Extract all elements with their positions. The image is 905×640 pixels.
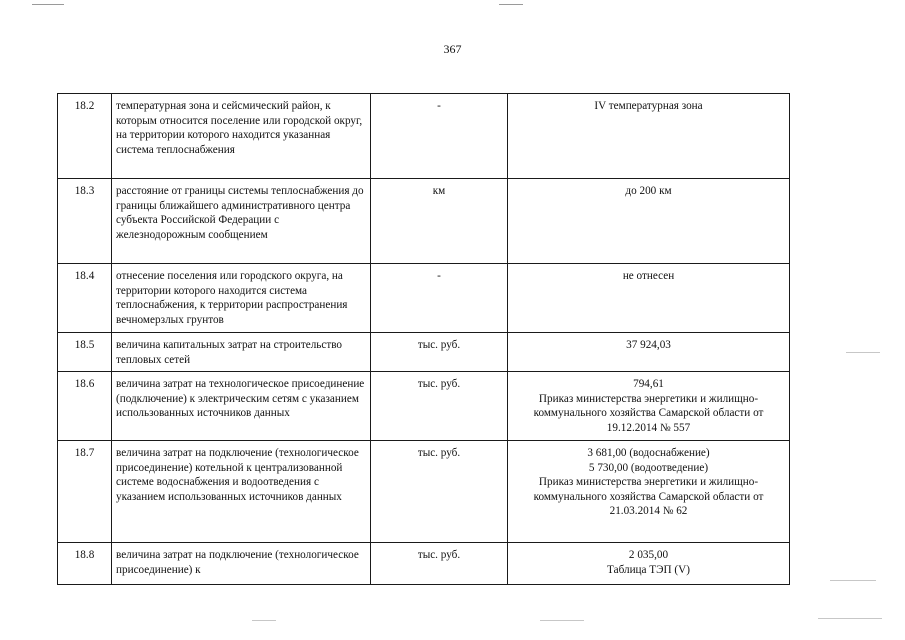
row-value-line: 794,61 [633,378,664,390]
table-row [58,333,790,372]
page-number: 367 [443,42,462,56]
table-row [58,179,790,264]
scan-noise-mark [846,352,880,353]
row-parameter: величина затрат на подключение (технологическое присоединение) котельной к централизованной системе водоснабжения и водоотведения с указанием использованных источников данных [112,441,371,543]
scan-noise-mark [252,620,276,621]
scan-edge-line-center [499,4,523,5]
row-unit: тыс. руб. [371,372,508,441]
row-value-line: Приказ министерства энергетики и жилищно-коммунального хозяйства Самарской области от 19.12.2014 № 557 [533,392,764,434]
row-number: 18.6 [58,372,112,441]
scan-noise-mark [830,580,876,581]
row-value [508,543,790,585]
row-number: 18.8 [58,543,112,585]
table-row [58,543,790,585]
row-value [508,179,790,264]
row-parameter: температурная зона и сейсмический район, к которым относится поселение или городской округ, на территории которого находится указанная система теплоснабжения [112,94,371,179]
scan-noise-mark [818,618,882,619]
row-number: 18.4 [58,264,112,333]
row-parameter: расстояние от границы системы теплоснабжения до границы ближайшего административного центра субъекта Российской Федерации с железнодорожным сообщением [112,179,371,264]
row-number: 18.2 [58,94,112,179]
row-number: 18.5 [58,333,112,372]
row-value [508,441,790,543]
table-row [58,372,790,441]
row-value-line: до 200 км [625,185,672,197]
row-unit: тыс. руб. [371,441,508,543]
row-value [508,372,790,441]
row-parameter: величина затрат на технологическое присоединение (подключение) к электрическим сетям с указанием использованных источников данных [112,372,371,441]
row-parameter: отнесение поселения или городского округа, на территории которого находится система теплоснабжения, к территории распространения вечномерзлых грунтов [112,264,371,333]
row-unit: - [371,94,508,179]
specification-table [57,93,790,585]
table-row [58,441,790,543]
row-unit: км [371,179,508,264]
row-value [508,333,790,372]
row-number: 18.7 [58,441,112,543]
row-unit: - [371,264,508,333]
row-value-line: Таблица ТЭП (V) [607,563,690,576]
row-unit: тыс. руб. [371,333,508,372]
row-number: 18.3 [58,179,112,264]
row-value [508,264,790,333]
row-value-line: IV температурная зона [594,100,703,112]
scan-noise-mark [540,620,584,621]
scan-edge-line-left [32,4,64,5]
row-value-line: 5 730,00 (водоотведение) [588,461,709,474]
table-row [58,94,790,179]
row-value [508,94,790,179]
row-value-line: 37 924,03 [626,339,671,351]
row-parameter: величина затрат на подключение (технологическое присоединение) к [112,543,371,585]
row-value-line: 3 681,00 (водоснабжение) [587,447,710,459]
row-value-line: 2 035,00 [628,549,669,561]
row-value-line: не отнесен [622,270,675,282]
row-value-line: Приказ министерства энергетики и жилищно-коммунального хозяйства Самарской области от 21.03.2014 № 62 [533,476,764,518]
row-parameter: величина капитальных затрат на строительство тепловых сетей [112,333,371,372]
table-row [58,264,790,333]
row-unit: тыс. руб. [371,543,508,585]
